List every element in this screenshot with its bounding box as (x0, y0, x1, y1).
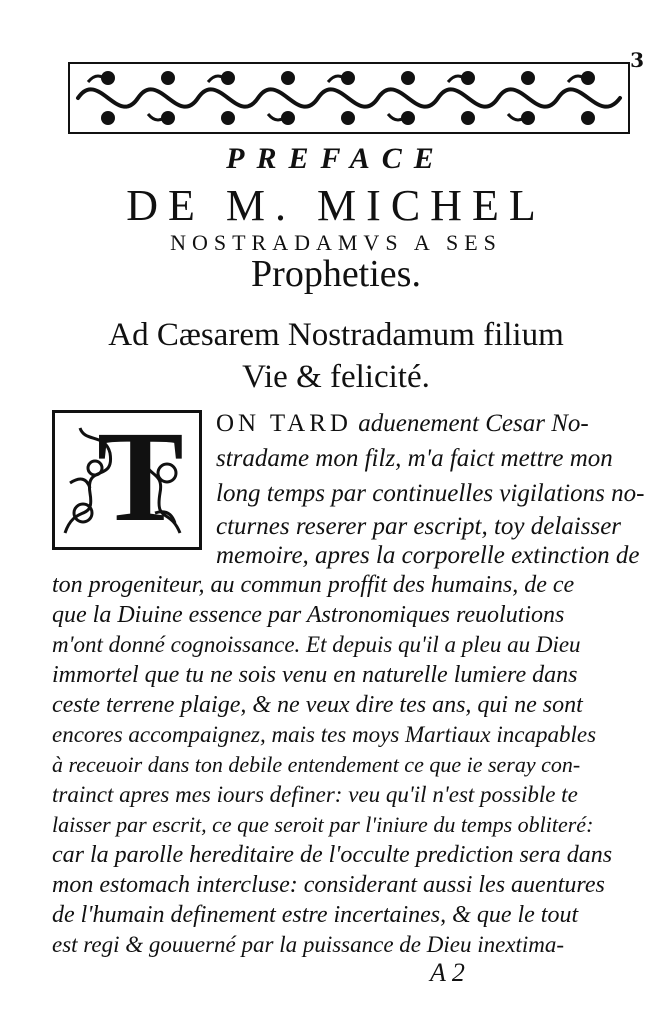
addressee-line-2: Vie & felicité. (242, 359, 430, 395)
opening-caps: ON TARD (216, 410, 352, 437)
body-line-4: cturnes reserer par escript, toy delaisser (216, 513, 622, 540)
body-line-12: à receuoir dans ton debile entendement ce que ie seray con- (52, 752, 581, 777)
signature-mark: A 2 (430, 958, 465, 987)
page-number: 3 (630, 48, 644, 72)
body-line-16: mon estomach intercluse: considerant aussi les auentures (52, 872, 605, 898)
body-line-13: trainct apres mes iours definer: veu qu'il n'est possible te (52, 782, 578, 807)
addressee-line-1: Ad Cæsarem Nostradamum filium (108, 317, 564, 353)
title-propheties: Propheties. (251, 253, 421, 295)
body-line-18: est regi & gouuerné par la puissance de Dieu inextima- (52, 932, 565, 957)
body-line-2: stradame mon filz, m'a faict mettre mon (216, 445, 613, 472)
title-author: DE M. MICHEL (126, 181, 546, 230)
body-line-1 (216, 410, 589, 438)
body-line-17: de l'humain definement estre incertaines, & que le tout (52, 902, 579, 928)
body-line-6: ton progeniteur, au commun proffit des humains, de ce (52, 572, 575, 598)
body-line-9: immortel que tu ne sois venu en naturelle lumiere dans (52, 662, 578, 688)
dropcap-letter: T (97, 405, 184, 549)
decorated-initial (52, 405, 202, 550)
ornamental-header-band (68, 62, 630, 134)
body-line-8: m'ont donné cognoissance. Et depuis qu'il a pleu au Dieu (52, 632, 581, 657)
title-preface: PREFACE (226, 142, 446, 175)
body-line-11: encores accompaignez, mais tes moys Martiaux incapables (52, 722, 597, 747)
body-line-5: memoire, apres la corporelle extinction de (216, 542, 640, 569)
body-line-10: ceste terrene plaige, & ne veux dire tes ans, qui ne sont (52, 692, 583, 718)
body-line-14: laisser par escrit, ce que seroit par l'iniure du temps obliteré: (52, 812, 594, 837)
body-line-3: long temps par continuelles vigilations no- (216, 480, 645, 507)
body-line-15: car la parolle hereditaire de l'occulte prediction sera dans (52, 842, 613, 868)
body-line-7: que la Diuine essence par Astronomiques reuolutions (52, 602, 565, 628)
body-line-1-text: aduenement Cesar No- (351, 410, 589, 437)
title-subtitle: NOSTRADAMVS A SES (170, 230, 502, 255)
